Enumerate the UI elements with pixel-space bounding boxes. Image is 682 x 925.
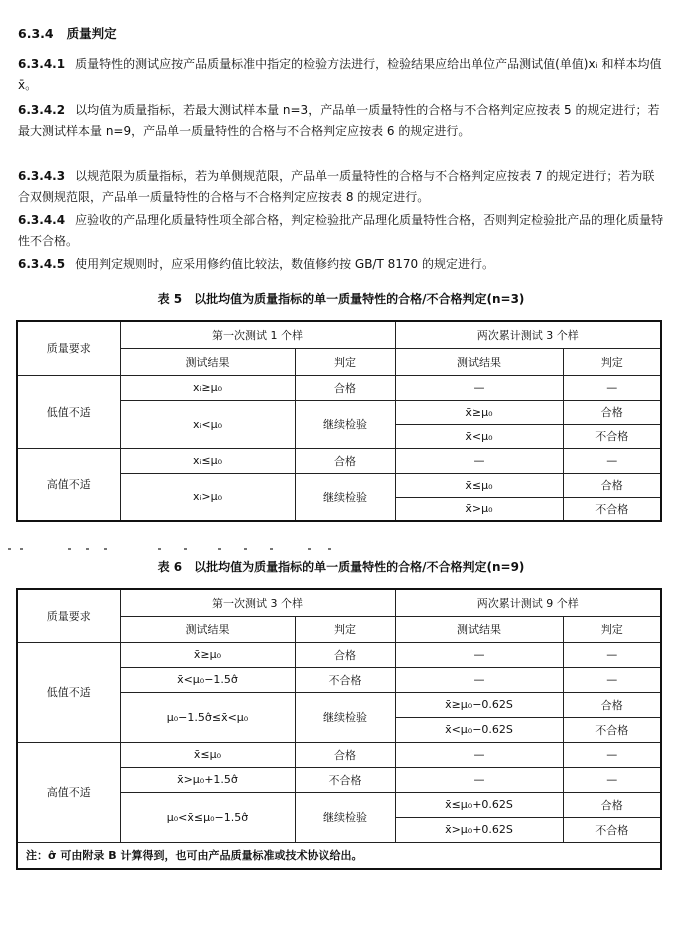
judgement: 合格 — [295, 642, 395, 667]
table-row — [17, 642, 661, 667]
judgement: 继续检验 — [295, 792, 395, 842]
test-result-2: x̄≤μ₀+0.62S — [395, 792, 563, 817]
test-result-2: — — [395, 448, 563, 473]
judgement: 合格 — [295, 742, 395, 767]
judgement-2: 合格 — [563, 792, 661, 817]
test-result-2: — — [395, 667, 563, 692]
test-result: xᵢ≥μ₀ — [120, 375, 295, 400]
test-result-2: x̄<μ₀ — [395, 424, 563, 448]
paragraph-text: 使用判定规则时，应采用修约值比较法，数值修约按 GB/T 8170 的规定进行。 — [75, 257, 494, 271]
judgement: 继续检验 — [295, 400, 395, 448]
judgement-2: 不合格 — [563, 497, 661, 521]
section-heading — [18, 24, 117, 42]
table6-caption: 表 6 以批均值为质量指标的单一质量特性的合格/不合格判定(n=9) — [157, 560, 525, 574]
header-result: 测试结果 — [395, 616, 563, 642]
judgement-2: — — [563, 667, 661, 692]
test-result: xᵢ<μ₀ — [120, 400, 295, 448]
judgement-2: — — [563, 448, 661, 473]
group-label: 低值不适 — [17, 375, 120, 448]
paragraph-number: 6.3.4.1 — [18, 57, 66, 71]
section-title: 质量判定 — [66, 26, 117, 41]
paragraph-6-3-4-1 — [18, 54, 664, 96]
section-number: 6.3.4 — [18, 26, 54, 41]
paragraph-text: 以规范限为质量指标，若为单侧规范限，产品单一质量特性的合格与不合格判定应按表 7 的规定进行；若为联合双侧规范限，产品单一质量特性的合格与不合格判定应按表 8 的规定进行。 — [18, 169, 655, 204]
table5-caption: 表 5 以批均值为质量指标的单一质量特性的合格/不合格判定(n=3) — [157, 292, 525, 306]
header-result: 测试结果 — [120, 348, 295, 375]
paragraph-number: 6.3.4.2 — [18, 103, 66, 117]
paragraph-text: 以均值为质量指标，若最大测试样本量 n=3，产品单一质量特性的合格与不合格判定应按表 5 的规定进行；若最大测试样本量 n=9，产品单一质量特性的合格与不合格判定应按表 6 的规定进行。 — [18, 103, 660, 138]
test-result: x̄≥μ₀ — [120, 642, 295, 667]
header-second-test: 两次累计测试 3 个样 — [395, 321, 661, 348]
table-row — [17, 742, 661, 767]
paragraph-6-3-4-3 — [18, 166, 664, 208]
table5 — [16, 320, 662, 522]
header-first-test: 第一次测试 3 个样 — [120, 589, 395, 616]
test-result: μ₀<x̄≤μ₀−1.5σ̂ — [120, 792, 295, 842]
test-result: x̄≤μ₀ — [120, 742, 295, 767]
test-result-2: — — [395, 767, 563, 792]
test-result-2: x̄≥μ₀ — [395, 400, 563, 424]
test-result-2: x̄≤μ₀ — [395, 473, 563, 497]
table-note-row — [17, 842, 661, 869]
group-label: 高值不适 — [17, 742, 120, 842]
header-judge: 判定 — [563, 616, 661, 642]
judgement-2: — — [563, 375, 661, 400]
paragraph-6-3-4-5 — [18, 254, 664, 275]
judgement-2: 合格 — [563, 692, 661, 717]
judgement-2: — — [563, 767, 661, 792]
test-result-2: — — [395, 742, 563, 767]
judgement: 不合格 — [295, 667, 395, 692]
paragraph-number: 6.3.4.3 — [18, 169, 66, 183]
judgement: 合格 — [295, 448, 395, 473]
test-result-2: x̄>μ₀+0.62S — [395, 817, 563, 842]
judgement-2: — — [563, 742, 661, 767]
header-second-test: 两次累计测试 9 个样 — [395, 589, 661, 616]
judgement: 继续检验 — [295, 692, 395, 742]
judgement-2: 不合格 — [563, 817, 661, 842]
table-row — [17, 375, 661, 400]
test-result-2: — — [395, 375, 563, 400]
group-label: 高值不适 — [17, 448, 120, 521]
test-result-2: x̄<μ₀−0.62S — [395, 717, 563, 742]
judgement: 合格 — [295, 375, 395, 400]
header-quality: 质量要求 — [17, 589, 120, 642]
test-result: xᵢ>μ₀ — [120, 473, 295, 521]
judgement: 不合格 — [295, 767, 395, 792]
judgement-2: 不合格 — [563, 717, 661, 742]
test-result-2: — — [395, 642, 563, 667]
judgement-2: 合格 — [563, 400, 661, 424]
test-result: μ₀−1.5σ̂≤x̄<μ₀ — [120, 692, 295, 742]
test-result-2: x̄≥μ₀−0.62S — [395, 692, 563, 717]
table-note: 注：σ̂ 可由附录 B 计算得到，也可由产品质量标准或技术协议给出。 — [17, 842, 661, 869]
header-result: 测试结果 — [120, 616, 295, 642]
test-result-2: x̄>μ₀ — [395, 497, 563, 521]
judgement-2: 合格 — [563, 473, 661, 497]
paragraph-6-3-4-4 — [18, 210, 664, 252]
judgement: 继续检验 — [295, 473, 395, 521]
paragraph-text: 质量特性的测试应按产品质量标准中指定的检验方法进行，检验结果应给出单位产品测试值(单值)xᵢ 和样本均值 x̄。 — [18, 57, 662, 92]
table-row — [17, 448, 661, 473]
header-quality: 质量要求 — [17, 321, 120, 375]
test-result: x̄<μ₀−1.5σ̂ — [120, 667, 295, 692]
header-judge: 判定 — [295, 616, 395, 642]
table6 — [16, 588, 662, 870]
test-result: x̄>μ₀+1.5σ̂ — [120, 767, 295, 792]
group-label: 低值不适 — [17, 642, 120, 742]
paragraph-number: 6.3.4.4 — [18, 213, 66, 227]
paragraph-6-3-4-2 — [18, 100, 664, 142]
scan-artifact-dots — [8, 548, 668, 554]
header-judge: 判定 — [295, 348, 395, 375]
header-result: 测试结果 — [395, 348, 563, 375]
judgement-2: 不合格 — [563, 424, 661, 448]
header-first-test: 第一次测试 1 个样 — [120, 321, 395, 348]
judgement-2: — — [563, 642, 661, 667]
paragraph-text: 应验收的产品理化质量特性项全部合格，判定检验批产品理化质量特性合格，否则判定检验批产品的理化质量特性不合格。 — [18, 213, 664, 248]
test-result: xᵢ≤μ₀ — [120, 448, 295, 473]
header-judge: 判定 — [563, 348, 661, 375]
paragraph-number: 6.3.4.5 — [18, 257, 66, 271]
